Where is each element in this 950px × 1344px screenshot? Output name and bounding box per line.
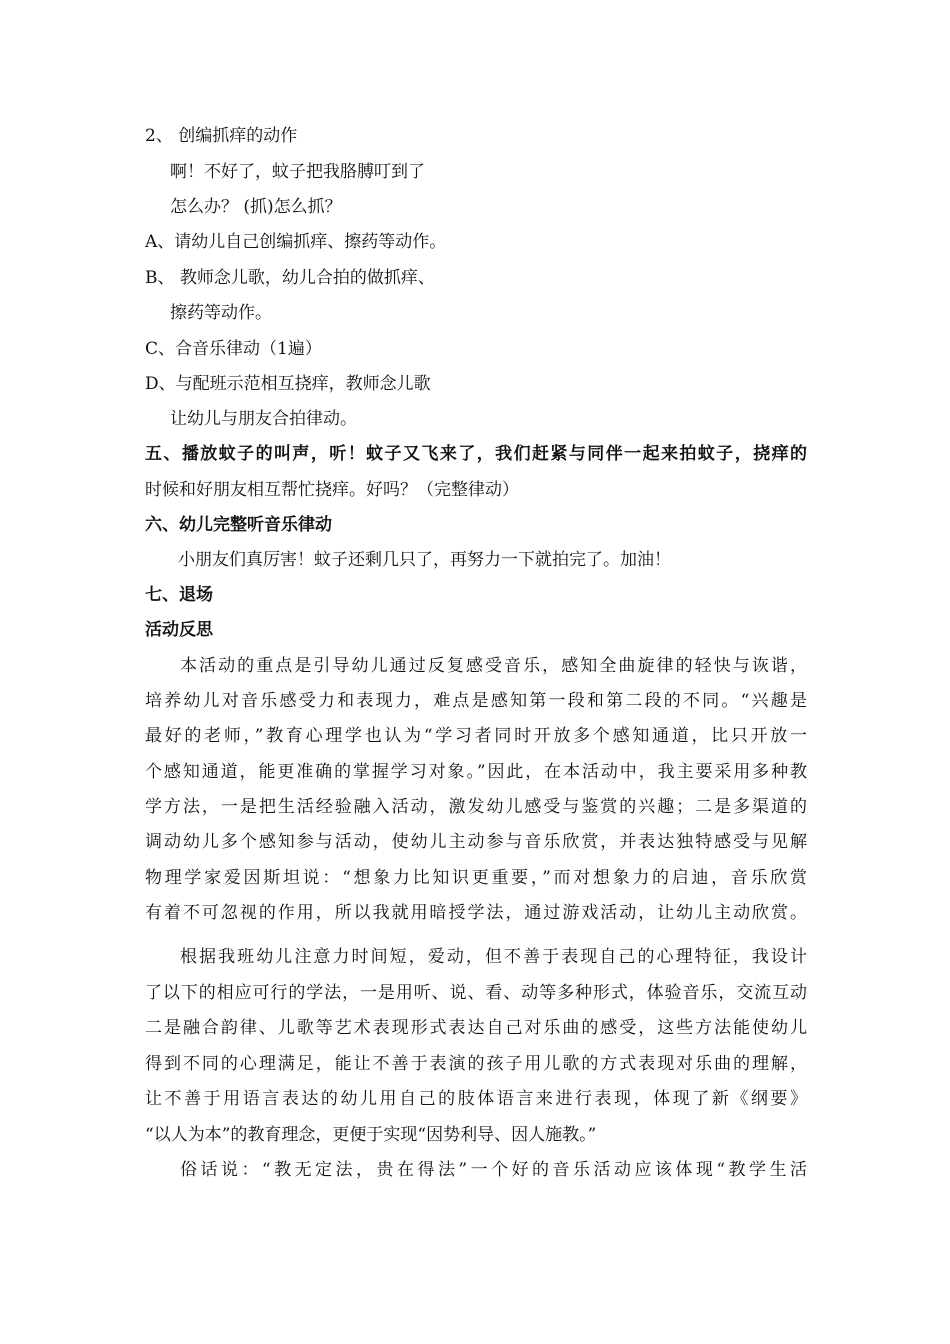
reflection-line: 物理学家爱因斯坦说：“想象力比知识更重要，”而对想象力的启迪，音乐欣赏 bbox=[145, 868, 807, 888]
list-item-d-cont: 让幼儿与朋友合拍律动。 bbox=[170, 409, 357, 429]
reflection-line: 个感知通道，能更准确的掌握学习对象。”因此，在本活动中，我主要采用多种教 bbox=[145, 762, 807, 782]
reflection-line: 俗话说：“教无定法，贵在得法”一个好的音乐活动应该体现“教学生活 bbox=[180, 1160, 807, 1180]
dialogue-line: 啊！不好了，蚊子把我胳膊叮到了 bbox=[170, 162, 425, 182]
reflection-line: 调动幼儿多个感知参与活动，使幼儿主动参与音乐欣赏，并表达独特感受与见解 bbox=[145, 832, 807, 852]
reflection-line: 最好的老师，”教育心理学也认为“学习者同时开放多个感知通道，比只开放一 bbox=[145, 726, 807, 746]
reflection-line: 二是融合韵律、儿歌等艺术表现形式表达自己对乐曲的感受，这些方法能使幼儿 bbox=[145, 1018, 807, 1038]
section-five-cont: 时候和好朋友相互帮忙挠痒。好吗？（完整律动） bbox=[145, 480, 519, 500]
list-item-c: C、合音乐律动（1遍） bbox=[145, 339, 322, 359]
reflection-line: 根据我班幼儿注意力时间短，爱动，但不善于表现自己的心理特征，我设计 bbox=[180, 947, 807, 967]
section-six-text: 小朋友们真厉害！蚊子还剩几只了，再努力一下就拍完了。加油！ bbox=[178, 550, 671, 570]
reflection-line: 得到不同的心理满足，能让不善于表演的孩子用儿歌的方式表现对乐曲的理解， bbox=[145, 1054, 807, 1074]
list-item-a: A、请幼儿自己创编抓痒、擦药等动作。 bbox=[145, 232, 447, 252]
reflection-line: 学方法，一是把生活经验融入活动，激发幼儿感受与鉴赏的兴趣；二是多渠道的 bbox=[145, 797, 807, 817]
reflection-line: 本活动的重点是引导幼儿通过反复感受音乐，感知全曲旋律的轻快与诙谐， bbox=[180, 656, 807, 676]
reflection-line: “以人为本”的教育理念，更便于实现“因势利导、因人施教。” bbox=[145, 1125, 597, 1145]
list-item-d: D、与配班示范相互挠痒，教师念儿歌 bbox=[145, 374, 431, 394]
reflection-line: 培养幼儿对音乐感受力和表现力，难点是感知第一段和第二段的不同。“兴趣是 bbox=[145, 691, 807, 711]
reflection-line: 有着不可忽视的作用，所以我就用暗授学法，通过游戏活动，让幼儿主动欣赏。 bbox=[145, 903, 807, 923]
list-item-b-cont: 擦药等动作。 bbox=[170, 303, 272, 323]
section-seven-heading: 七、退场 bbox=[145, 585, 213, 605]
section-five-line bbox=[145, 442, 807, 466]
section-six-heading: 六、幼儿完整听音乐律动 bbox=[145, 515, 332, 535]
dialogue-line: 怎么办？ (抓)怎么抓？ bbox=[170, 197, 342, 217]
reflection-line: 了以下的相应可行的学法，一是用听、说、看、动等多种形式，体验音乐，交流互动 bbox=[145, 983, 807, 1003]
list-item-b: B、 教师念儿歌，幼儿合拍的做抓痒、 bbox=[145, 268, 435, 288]
reflection-line: 让不善于用语言表达的幼儿用自己的肢体语言来进行表现，体现了新《纲要》 bbox=[145, 1089, 807, 1109]
step-heading: 2、 创编抓痒的动作 bbox=[145, 126, 298, 146]
section-five-text: 五、播放蚊子的叫声，听！蚊子又飞来了，我们赶紧与同伴一起来拍蚊子，挠痒的 bbox=[145, 444, 807, 464]
reflection-heading: 活动反思 bbox=[145, 620, 213, 640]
